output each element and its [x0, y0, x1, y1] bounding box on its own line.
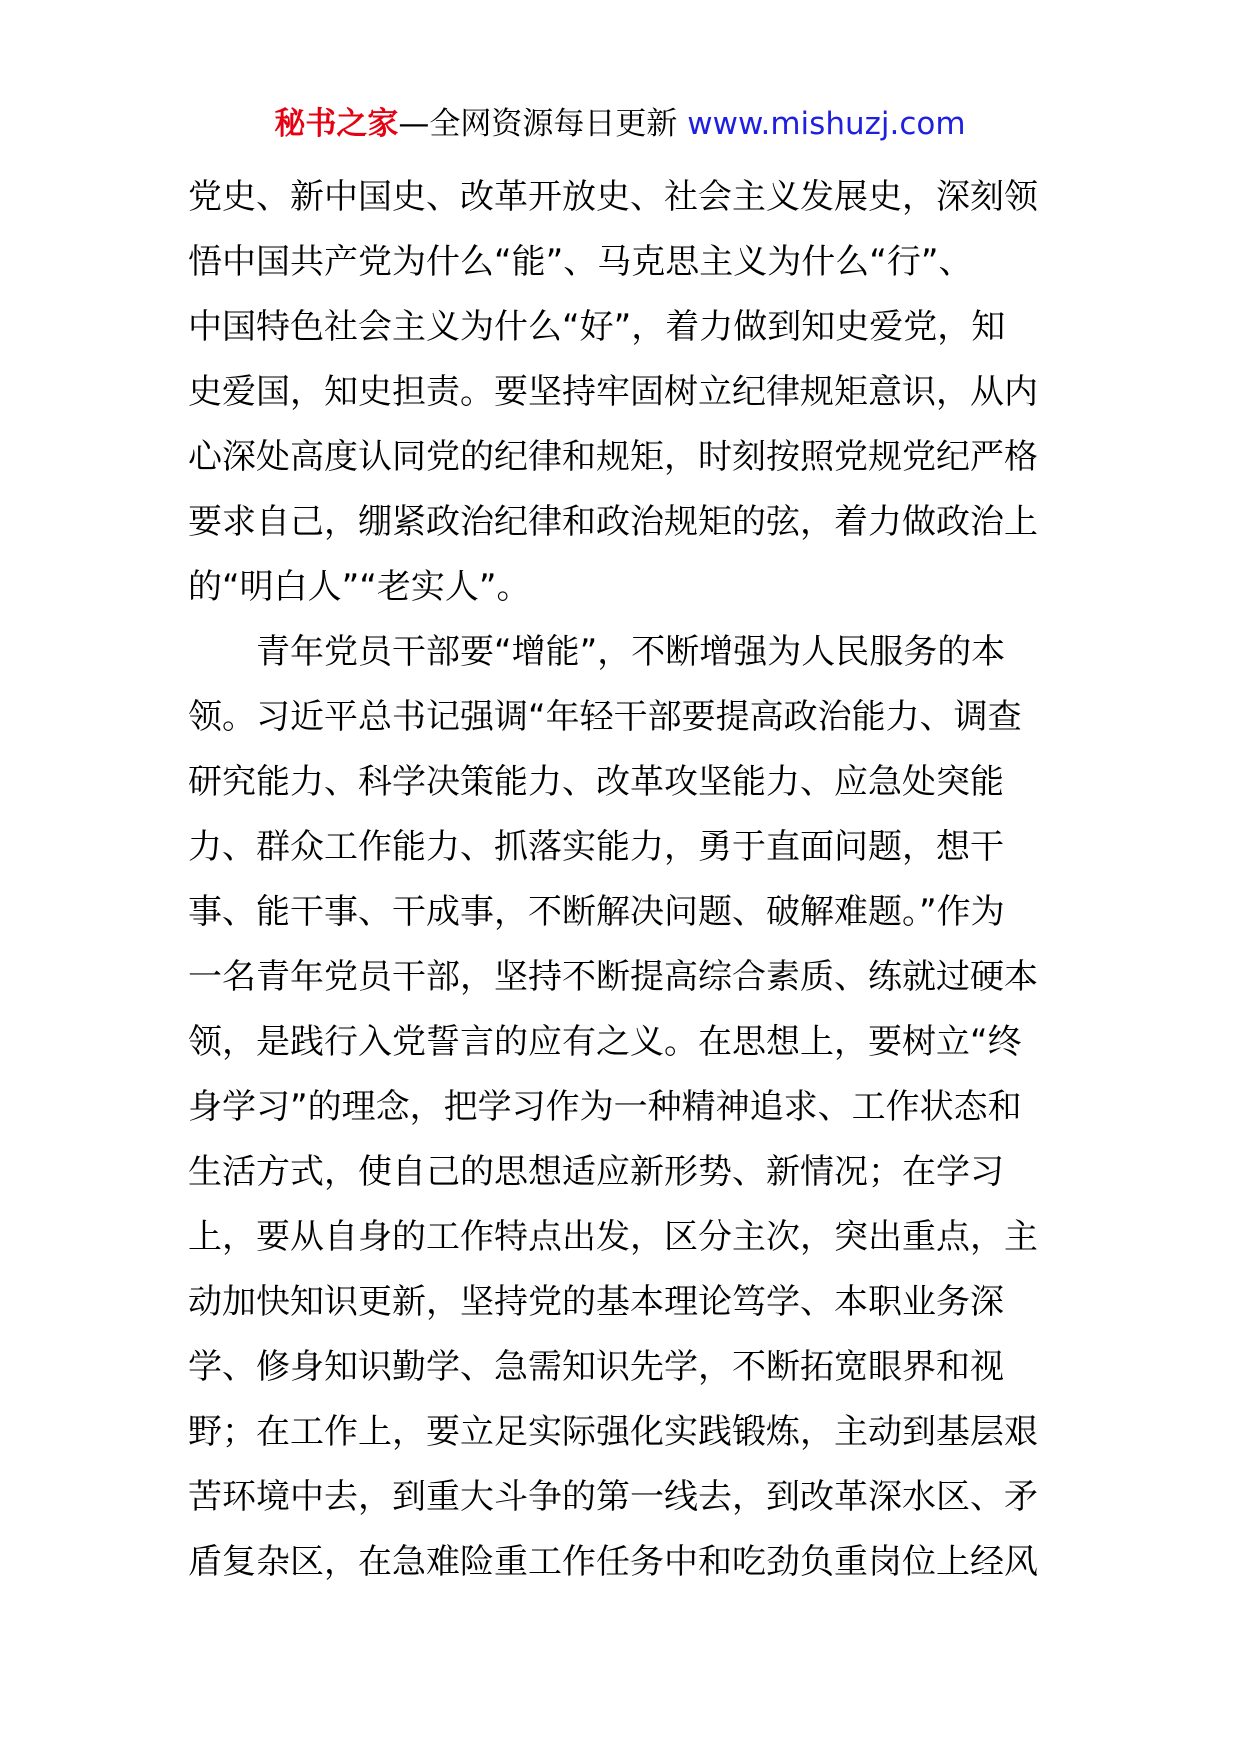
- text-line: 党史、新中国史、改革开放史、社会主义发展史，深刻领: [188, 177, 1038, 217]
- text-line: 的“明白人”“老实人”。: [188, 567, 531, 607]
- page-header: [0, 102, 1240, 146]
- text-line: 中国特色社会主义为什么“好”，着力做到知史爱党，知: [188, 307, 1006, 347]
- text-line: 事、能干事、干成事，不断解决问题、破解难题。”作为: [188, 892, 1005, 932]
- text-line: 领。习近平总书记强调“年轻干部要提高政治能力、调查: [188, 697, 1022, 737]
- text-line: 要求自己，绷紧政治纪律和政治规矩的弦，着力做政治上: [188, 502, 1038, 542]
- text-line: 史爱国，知史担责。要坚持牢固树立纪律规矩意识，从内: [188, 372, 1038, 412]
- text-line: 研究能力、科学决策能力、改革攻坚能力、应急处突能: [188, 762, 1004, 802]
- text-line: 野；在工作上，要立足实际强化实践锻炼，主动到基层艰: [188, 1412, 1038, 1452]
- text-line: 苦环境中去，到重大斗争的第一线去，到改革深水区、矛: [188, 1477, 1038, 1517]
- header-brand: 秘书之家: [274, 106, 399, 142]
- text-line: 力、群众工作能力、抓落实能力，勇于直面问题，想干: [188, 827, 1004, 867]
- header-site-url[interactable]: www.mishuzj.com: [687, 106, 966, 142]
- text-line: 悟中国共产党为什么“能”、马克思主义为什么“行”、: [188, 242, 973, 282]
- text-line: 身学习”的理念，把学习作为一种精神追求、工作状态和: [188, 1087, 1022, 1127]
- text-line: 动加快知识更新，坚持党的基本理论笃学、本职业务深: [188, 1282, 1004, 1322]
- header-tagline: —全网资源每日更新: [398, 106, 678, 142]
- text-line: 领，是践行入党誓言的应有之义。在思想上，要树立“终: [188, 1022, 1022, 1062]
- paragraph-1: [188, 165, 1058, 620]
- paragraph-2: [188, 620, 1058, 1595]
- text-line: 上，要从自身的工作特点出发，区分主次，突出重点，主: [188, 1217, 1038, 1257]
- text-line: 盾复杂区，在急难险重工作任务中和吃劲负重岗位上经风: [188, 1542, 1038, 1582]
- text-line: 生活方式，使自己的思想适应新形势、新情况；在学习: [188, 1152, 1004, 1192]
- text-line: 一名青年党员干部，坚持不断提高综合素质、练就过硬本: [188, 957, 1038, 997]
- text-line: 心深处高度认同党的纪律和规矩，时刻按照党规党纪严格: [188, 437, 1038, 477]
- text-line: 青年党员干部要“增能”，不断增强为人民服务的本: [256, 632, 1006, 672]
- document-body: [188, 165, 1058, 1595]
- text-line: 学、修身知识勤学、急需知识先学，不断拓宽眼界和视: [188, 1347, 1004, 1387]
